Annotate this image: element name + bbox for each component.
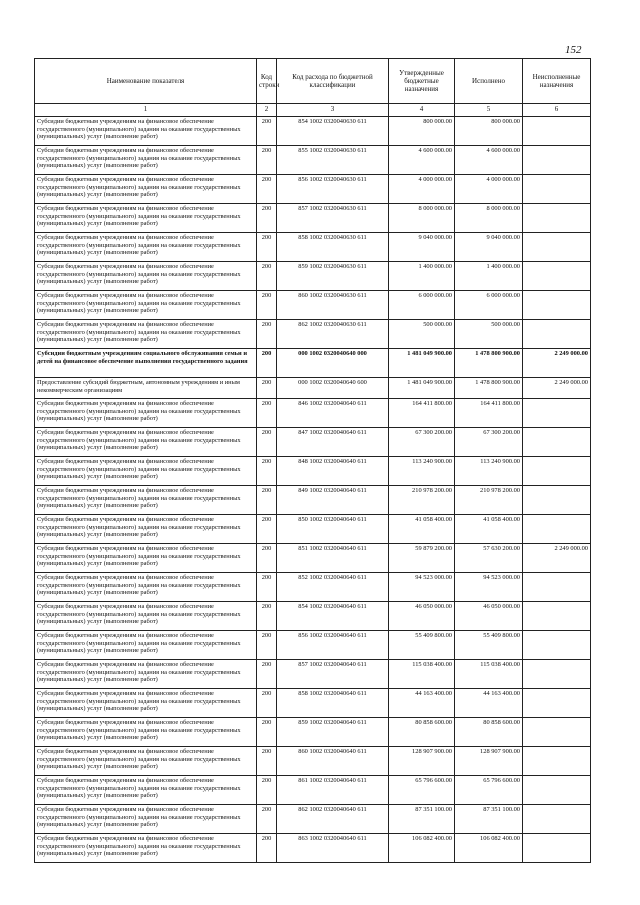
row-executed-amount: 106 082 400.00 [455, 834, 523, 863]
row-expense-code: 854 1002 0320040630 611 [277, 117, 389, 146]
row-expense-code: 854 1002 0320040640 611 [277, 602, 389, 631]
row-remaining-amount [523, 428, 591, 457]
row-line-code: 200 [257, 175, 277, 204]
row-approved-amount: 128 907 900.00 [389, 747, 455, 776]
row-executed-amount: 55 409 800.00 [455, 631, 523, 660]
row-name: Субсидии бюджетным учреждениям на финансовое обеспечение государственного (муниципального) задания на оказание государственных (муниципальных) услуг (выполнение работ) [35, 399, 257, 428]
header-line-code: Код строки [257, 59, 277, 104]
table-row [35, 544, 591, 573]
table-row [35, 834, 591, 863]
row-executed-amount: 1 478 800 900.00 [455, 349, 523, 378]
row-name: Субсидии бюджетным учреждениям на финансовое обеспечение государственного (муниципального) задания на оказание государственных (муниципальных) услуг (выполнение работ) [35, 291, 257, 320]
column-numbers-row [35, 104, 591, 117]
header-approved: Утвержденные бюджетные назначения [389, 59, 455, 104]
table-header-row [35, 59, 591, 104]
row-executed-amount: 4 600 000.00 [455, 146, 523, 175]
row-approved-amount: 8 000 000.00 [389, 204, 455, 233]
row-expense-code: 857 1002 0320040640 611 [277, 660, 389, 689]
row-name: Субсидии бюджетным учреждениям на финансовое обеспечение государственного (муниципального) задания на оказание государственных (муниципальных) услуг (выполнение работ) [35, 146, 257, 175]
row-approved-amount: 67 300 200.00 [389, 428, 455, 457]
row-approved-amount: 87 351 100.00 [389, 805, 455, 834]
row-executed-amount: 67 300 200.00 [455, 428, 523, 457]
table-body [35, 117, 591, 863]
table-row [35, 262, 591, 291]
row-name: Субсидии бюджетным учреждениям на финансовое обеспечение государственного (муниципального) задания на оказание государственных (муниципальных) услуг (выполнение работ) [35, 515, 257, 544]
row-remaining-amount [523, 689, 591, 718]
row-executed-amount: 1 400 000.00 [455, 262, 523, 291]
header-not-executed: Неисполненные назначения [523, 59, 591, 104]
row-approved-amount: 1 400 000.00 [389, 262, 455, 291]
row-approved-amount: 46 050 000.00 [389, 602, 455, 631]
row-name: Субсидии бюджетным учреждениям на финансовое обеспечение государственного (муниципального) задания на оказание государственных (муниципальных) услуг (выполнение работ) [35, 117, 257, 146]
row-line-code: 200 [257, 233, 277, 262]
row-remaining-amount [523, 399, 591, 428]
row-remaining-amount [523, 718, 591, 747]
row-remaining-amount [523, 747, 591, 776]
row-approved-amount: 55 409 800.00 [389, 631, 455, 660]
row-approved-amount: 210 978 200.00 [389, 486, 455, 515]
row-expense-code: 859 1002 0320040640 611 [277, 718, 389, 747]
row-expense-code: 860 1002 0320040630 611 [277, 291, 389, 320]
row-executed-amount: 41 058 400.00 [455, 515, 523, 544]
row-line-code: 200 [257, 320, 277, 349]
row-name: Субсидии бюджетным учреждениям на финансовое обеспечение государственного (муниципального) задания на оказание государственных (муниципальных) услуг (выполнение работ) [35, 602, 257, 631]
row-executed-amount: 115 038 400.00 [455, 660, 523, 689]
row-name: Субсидии бюджетным учреждениям на финансовое обеспечение государственного (муниципального) задания на оказание государственных (муниципальных) услуг (выполнение работ) [35, 776, 257, 805]
row-line-code: 200 [257, 291, 277, 320]
table-row [35, 515, 591, 544]
table-row [35, 291, 591, 320]
row-expense-code: 860 1002 0320040640 611 [277, 747, 389, 776]
row-executed-amount: 44 163 400.00 [455, 689, 523, 718]
table-row [35, 776, 591, 805]
row-executed-amount: 164 411 800.00 [455, 399, 523, 428]
row-executed-amount: 94 523 000.00 [455, 573, 523, 602]
table-row [35, 602, 591, 631]
row-expense-code: 849 1002 0320040640 611 [277, 486, 389, 515]
row-remaining-amount [523, 515, 591, 544]
row-executed-amount: 1 478 800 900.00 [455, 378, 523, 399]
table-row [35, 204, 591, 233]
row-name: Субсидии бюджетным учреждениям социального обслуживания семьи и детей на финансовое обеспечение выполнения государственного задания [35, 349, 257, 378]
table-row [35, 233, 591, 262]
row-name: Субсидии бюджетным учреждениям на финансовое обеспечение государственного (муниципального) задания на оказание государственных (муниципальных) услуг (выполнение работ) [35, 262, 257, 291]
row-name: Субсидии бюджетным учреждениям на финансовое обеспечение государственного (муниципального) задания на оказание государственных (муниципальных) услуг (выполнение работ) [35, 457, 257, 486]
row-line-code: 200 [257, 573, 277, 602]
row-approved-amount: 41 058 400.00 [389, 515, 455, 544]
row-executed-amount: 500 000.00 [455, 320, 523, 349]
row-name: Субсидии бюджетным учреждениям на финансовое обеспечение государственного (муниципального) задания на оказание государственных (муниципальных) услуг (выполнение работ) [35, 428, 257, 457]
row-expense-code: 858 1002 0320040640 611 [277, 689, 389, 718]
row-approved-amount: 94 523 000.00 [389, 573, 455, 602]
column-number: 3 [277, 104, 389, 117]
row-name: Субсидии бюджетным учреждениям на финансовое обеспечение государственного (муниципального) задания на оказание государственных (муниципальных) услуг (выполнение работ) [35, 689, 257, 718]
row-approved-amount: 113 240 900.00 [389, 457, 455, 486]
row-expense-code: 852 1002 0320040640 611 [277, 573, 389, 602]
row-approved-amount: 106 082 400.00 [389, 834, 455, 863]
row-approved-amount: 1 481 049 900.00 [389, 378, 455, 399]
column-number: 4 [389, 104, 455, 117]
row-name: Предоставление субсидий бюджетным, автономным учреждениям и иным некоммерческим организациям [35, 378, 257, 399]
table-row [35, 747, 591, 776]
row-line-code: 200 [257, 747, 277, 776]
row-approved-amount: 164 411 800.00 [389, 399, 455, 428]
row-remaining-amount [523, 262, 591, 291]
header-expense-code: Код расхода по бюджетной классификации [277, 59, 389, 104]
row-executed-amount: 128 907 900.00 [455, 747, 523, 776]
row-remaining-amount [523, 631, 591, 660]
row-name: Субсидии бюджетным учреждениям на финансовое обеспечение государственного (муниципального) задания на оказание государственных (муниципальных) услуг (выполнение работ) [35, 233, 257, 262]
row-executed-amount: 113 240 900.00 [455, 457, 523, 486]
row-remaining-amount [523, 660, 591, 689]
row-executed-amount: 4 000 000.00 [455, 175, 523, 204]
row-approved-amount: 4 000 000.00 [389, 175, 455, 204]
row-name: Субсидии бюджетным учреждениям на финансовое обеспечение государственного (муниципального) задания на оказание государственных (муниципальных) услуг (выполнение работ) [35, 175, 257, 204]
row-remaining-amount [523, 175, 591, 204]
table-row [35, 117, 591, 146]
table-row [35, 486, 591, 515]
table-row [35, 805, 591, 834]
table-row [35, 320, 591, 349]
row-line-code: 200 [257, 349, 277, 378]
row-line-code: 200 [257, 718, 277, 747]
table-row [35, 631, 591, 660]
row-line-code: 200 [257, 378, 277, 399]
row-approved-amount: 4 600 000.00 [389, 146, 455, 175]
row-line-code: 200 [257, 660, 277, 689]
row-remaining-amount [523, 117, 591, 146]
row-expense-code: 850 1002 0320040640 611 [277, 515, 389, 544]
row-name: Субсидии бюджетным учреждениям на финансовое обеспечение государственного (муниципального) задания на оказание государственных (муниципальных) услуг (выполнение работ) [35, 747, 257, 776]
row-remaining-amount [523, 204, 591, 233]
table-row [35, 349, 591, 378]
row-name: Субсидии бюджетным учреждениям на финансовое обеспечение государственного (муниципального) задания на оказание государственных (муниципальных) услуг (выполнение работ) [35, 204, 257, 233]
row-approved-amount: 59 879 200.00 [389, 544, 455, 573]
row-expense-code: 856 1002 0320040630 611 [277, 175, 389, 204]
row-expense-code: 862 1002 0320040630 611 [277, 320, 389, 349]
row-approved-amount: 80 858 600.00 [389, 718, 455, 747]
table-row [35, 175, 591, 204]
table-row [35, 457, 591, 486]
row-name: Субсидии бюджетным учреждениям на финансовое обеспечение государственного (муниципального) задания на оказание государственных (муниципальных) услуг (выполнение работ) [35, 805, 257, 834]
row-executed-amount: 8 000 000.00 [455, 204, 523, 233]
row-expense-code: 857 1002 0320040630 611 [277, 204, 389, 233]
row-line-code: 200 [257, 515, 277, 544]
table-row [35, 660, 591, 689]
row-line-code: 200 [257, 631, 277, 660]
row-name: Субсидии бюджетным учреждениям на финансовое обеспечение государственного (муниципального) задания на оказание государственных (муниципальных) услуг (выполнение работ) [35, 573, 257, 602]
row-name: Субсидии бюджетным учреждениям на финансовое обеспечение государственного (муниципального) задания на оказание государственных (муниципальных) услуг (выполнение работ) [35, 834, 257, 863]
row-approved-amount: 44 163 400.00 [389, 689, 455, 718]
row-expense-code: 847 1002 0320040640 611 [277, 428, 389, 457]
row-expense-code: 000 1002 0320040640 000 [277, 349, 389, 378]
row-remaining-amount: 2 249 000.00 [523, 378, 591, 399]
row-line-code: 200 [257, 262, 277, 291]
row-approved-amount: 800 000.00 [389, 117, 455, 146]
table-row [35, 399, 591, 428]
table-row [35, 573, 591, 602]
row-line-code: 200 [257, 428, 277, 457]
row-line-code: 200 [257, 486, 277, 515]
row-line-code: 200 [257, 117, 277, 146]
row-expense-code: 862 1002 0320040640 611 [277, 805, 389, 834]
row-approved-amount: 65 796 600.00 [389, 776, 455, 805]
row-line-code: 200 [257, 689, 277, 718]
table-row [35, 146, 591, 175]
row-remaining-amount [523, 602, 591, 631]
row-name: Субсидии бюджетным учреждениям на финансовое обеспечение государственного (муниципального) задания на оказание государственных (муниципальных) услуг (выполнение работ) [35, 718, 257, 747]
row-line-code: 200 [257, 204, 277, 233]
row-approved-amount: 6 000 000.00 [389, 291, 455, 320]
row-executed-amount: 87 351 100.00 [455, 805, 523, 834]
row-executed-amount: 210 978 200.00 [455, 486, 523, 515]
column-number: 5 [455, 104, 523, 117]
table-row [35, 689, 591, 718]
row-executed-amount: 800 000.00 [455, 117, 523, 146]
row-name: Субсидии бюджетным учреждениям на финансовое обеспечение государственного (муниципального) задания на оказание государственных (муниципальных) услуг (выполнение работ) [35, 486, 257, 515]
row-name: Субсидии бюджетным учреждениям на финансовое обеспечение государственного (муниципального) задания на оказание государственных (муниципальных) услуг (выполнение работ) [35, 660, 257, 689]
header-executed: Исполнено [455, 59, 523, 104]
row-remaining-amount [523, 805, 591, 834]
row-expense-code: 000 1002 0320040640 600 [277, 378, 389, 399]
row-expense-code: 856 1002 0320040640 611 [277, 631, 389, 660]
row-remaining-amount [523, 834, 591, 863]
row-executed-amount: 46 050 000.00 [455, 602, 523, 631]
row-expense-code: 859 1002 0320040630 611 [277, 262, 389, 291]
row-remaining-amount: 2 249 000.00 [523, 349, 591, 378]
row-line-code: 200 [257, 457, 277, 486]
row-line-code: 200 [257, 834, 277, 863]
row-remaining-amount [523, 320, 591, 349]
row-expense-code: 851 1002 0320040640 611 [277, 544, 389, 573]
row-expense-code: 863 1002 0320040640 611 [277, 834, 389, 863]
page-number: 152 [565, 44, 582, 56]
row-expense-code: 861 1002 0320040640 611 [277, 776, 389, 805]
row-line-code: 200 [257, 602, 277, 631]
row-executed-amount: 65 796 600.00 [455, 776, 523, 805]
row-remaining-amount [523, 457, 591, 486]
table-row [35, 378, 591, 399]
row-approved-amount: 1 481 049 900.00 [389, 349, 455, 378]
column-number: 1 [35, 104, 257, 117]
row-remaining-amount [523, 146, 591, 175]
row-executed-amount: 6 000 000.00 [455, 291, 523, 320]
row-expense-code: 858 1002 0320040630 611 [277, 233, 389, 262]
row-approved-amount: 500 000.00 [389, 320, 455, 349]
row-executed-amount: 57 630 200.00 [455, 544, 523, 573]
row-expense-code: 846 1002 0320040640 611 [277, 399, 389, 428]
row-name: Субсидии бюджетным учреждениям на финансовое обеспечение государственного (муниципального) задания на оказание государственных (муниципальных) услуг (выполнение работ) [35, 631, 257, 660]
row-expense-code: 855 1002 0320040630 611 [277, 146, 389, 175]
row-name: Субсидии бюджетным учреждениям на финансовое обеспечение государственного (муниципального) задания на оказание государственных (муниципальных) услуг (выполнение работ) [35, 544, 257, 573]
row-remaining-amount [523, 486, 591, 515]
row-remaining-amount [523, 573, 591, 602]
row-remaining-amount [523, 233, 591, 262]
row-line-code: 200 [257, 399, 277, 428]
row-remaining-amount [523, 776, 591, 805]
row-line-code: 200 [257, 544, 277, 573]
table-row [35, 718, 591, 747]
row-executed-amount: 80 858 600.00 [455, 718, 523, 747]
column-number: 2 [257, 104, 277, 117]
column-number: 6 [523, 104, 591, 117]
row-remaining-amount [523, 291, 591, 320]
table-row [35, 428, 591, 457]
row-name: Субсидии бюджетным учреждениям на финансовое обеспечение государственного (муниципального) задания на оказание государственных (муниципальных) услуг (выполнение работ) [35, 320, 257, 349]
header-name: Наименование показателя [35, 59, 257, 104]
row-executed-amount: 9 040 000.00 [455, 233, 523, 262]
row-approved-amount: 9 040 000.00 [389, 233, 455, 262]
row-remaining-amount: 2 249 000.00 [523, 544, 591, 573]
row-line-code: 200 [257, 146, 277, 175]
row-line-code: 200 [257, 776, 277, 805]
row-expense-code: 848 1002 0320040640 611 [277, 457, 389, 486]
row-approved-amount: 115 038 400.00 [389, 660, 455, 689]
row-line-code: 200 [257, 805, 277, 834]
budget-execution-table [34, 58, 591, 863]
